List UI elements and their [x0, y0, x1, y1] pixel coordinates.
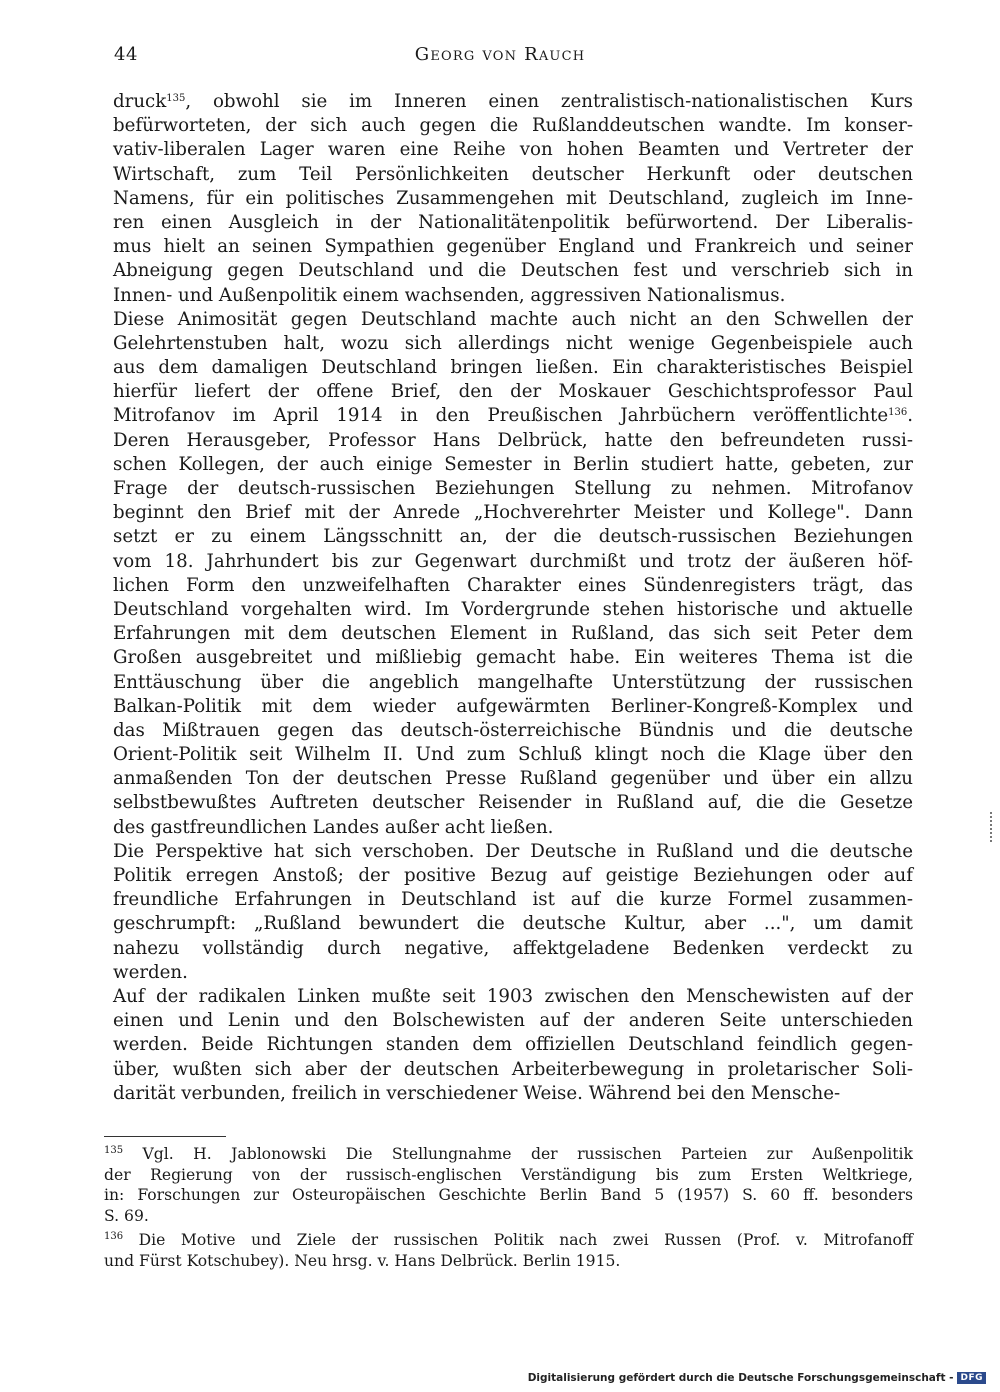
text-line: Deren Herausgeber, Professor Hans Delbrück, hatte den befreundeten russi- — [113, 429, 913, 451]
text-line: geschrumpft: „Rußland bewundert die deutsche Kultur, aber ...", um damit — [113, 913, 913, 935]
dfg-logo: DFG — [957, 1372, 986, 1384]
text-line: Mitrofanov im April 1914 in den Preußischen Jahrbüchern veröffentlichte$^{136}$. — [113, 405, 913, 427]
text-line: Erfahrungen mit dem deutschen Element in Rußland, das sich seit Peter dem — [113, 623, 913, 645]
footnotes — [104, 1144, 913, 1276]
text-line: anmaßenden Ton der deutschen Presse Rußland gegenüber und über ein allzu — [113, 768, 913, 790]
text-line: nahezu vollständig durch negative, affektgeladene Bedenken verdeckt zu — [113, 937, 913, 959]
text-line: Innen- und Außenpolitik einem wachsenden, aggressiven Nationalismus. — [113, 284, 786, 306]
text-line: aus dem damaligen Deutschland bringen ließen. Ein charakteristisches Beispiel — [113, 357, 913, 379]
paragraph — [113, 985, 913, 1106]
text-line: schen Kollegen, der auch einige Semester in Berlin studiert hatte, gebeten, zur — [113, 453, 913, 475]
text-line: ren einen Ausgleich in der Nationalitätenpolitik befürwortend. Der Liberalis- — [113, 211, 913, 233]
text-line: des gastfreundlichen Landes außer acht ließen. — [113, 816, 554, 838]
text-line: Großen ausgebreitet und mißliebig gemacht habe. Ein weiteres Thema ist die — [113, 647, 913, 669]
text-line: Frage der deutsch-russischen Beziehungen Stellung zu nehmen. Mitrofanov — [113, 478, 913, 499]
text-line: Enttäuschung über die angeblich mangelhafte Unterstützung der russischen — [113, 671, 913, 693]
text-line: mus hielt an seinen Sympathien gegenüber England und Frankreich und seiner — [113, 236, 913, 258]
running-head: Georg von Rauch — [414, 44, 586, 65]
text-line: Politik erregen Anstoß; der positive Bezug auf geistige Beziehungen oder auf — [113, 865, 913, 886]
body-text — [113, 90, 913, 1106]
paragraph — [113, 90, 913, 308]
text-line: Abneigung gegen Deutschland und die Deutschen fest und verschrieb sich in — [113, 260, 913, 282]
funding-notice — [528, 1372, 986, 1384]
page-number: 44 — [114, 44, 138, 65]
paragraph — [113, 308, 913, 840]
text-line: darität verbunden, freilich in verschiedener Weise. Während bei den Mensche- — [113, 1082, 841, 1104]
margin-mark — [990, 812, 994, 842]
text-line: Namens, für ein politisches Zusammengehen mit Deutschland, zugleich im Inne- — [113, 187, 913, 209]
text-line: beginnt den Brief mit der Anrede „Hochverehrter Meister und Kollege". Dann — [113, 502, 913, 524]
text-line: Deutschland vorgehalten wird. Im Vordergrunde stehen historische und aktuelle — [113, 598, 913, 620]
text-line: Die Perspektive hat sich verschoben. Der Deutsche in Rußland und die deutsche — [113, 840, 913, 862]
footnote-line: $^{135}$ Vgl. H. Jablonowski Die Stellungnahme der russischen Parteien zur Außenpolitik — [104, 1145, 913, 1163]
text-line: werden. — [113, 961, 188, 983]
footnote — [104, 1144, 913, 1226]
text-line: vom 18. Jahrhundert bis zur Gegenwart durchmißt und trotz der äußeren höf- — [113, 550, 913, 572]
text-line: Balkan-Politik mit dem wieder aufgewärmten Berliner-Kongreß-Komplex und — [113, 695, 913, 717]
text-line: einen und Lenin und den Bolschewisten auf der anderen Seite unterschieden — [113, 1010, 913, 1032]
text-line: lichen Form den unzweifelhaften Charakter eines Sündenregisters trägt, das — [113, 574, 913, 596]
text-line: das Mißtrauen gegen das deutsch-österreichische Bündnis und die deutsche — [113, 719, 913, 741]
text-line: über, wußten sich aber der deutschen Arbeiterbewegung in proletarischer Soli- — [113, 1058, 913, 1080]
footnote-line: und Fürst Kotschubey). Neu hrsg. v. Hans Delbrück. Berlin 1915. — [104, 1251, 621, 1270]
text-line: Diese Animosität gegen Deutschland machte auch nicht an den Schwellen der — [113, 308, 913, 330]
text-line: befürworteten, der sich auch gegen die Rußlanddeutschen wandte. Im konser- — [113, 115, 913, 137]
footnote-line: S. 69. — [104, 1206, 149, 1225]
text-line: Wirtschaft, zum Teil Persönlichkeiten deutscher Herkunft oder deutschen — [113, 163, 913, 185]
footnote-line: $^{136}$ Die Motive und Ziele der russischen Politik nach zwei Russen (Prof. v. Mitrofanoff — [104, 1231, 913, 1250]
footnote — [104, 1230, 913, 1271]
text-line: werden. Beide Richtungen standen dem offiziellen Deutschland feindlich gegen- — [113, 1034, 913, 1056]
footnote-line: in: Forschungen zur Osteuropäischen Geschichte Berlin Band 5 (1957) S. 60 ff. besonders — [104, 1186, 913, 1205]
footnote-divider — [104, 1136, 226, 1137]
text-line: freundliche Erfahrungen in Deutschland ist auf die kurze Formel zusammen- — [113, 889, 913, 911]
paragraph — [113, 840, 913, 985]
text-line: selbstbewußtes Auftreten deutscher Reisender in Rußland auf, die die Gesetze — [113, 792, 913, 814]
text-line: Orient-Politik seit Wilhelm II. Und zum Schluß klingt noch die Klage über den — [113, 744, 913, 766]
text-line: vativ-liberalen Lager waren eine Reihe von hohen Beamten und Vertreter der — [113, 139, 913, 161]
text-line: setzt er zu einem Längsschnitt an, der die deutsch-russischen Beziehungen — [113, 526, 913, 548]
text-line: hierfür liefert der offene Brief, den der Moskauer Geschichtsprofessor Paul — [113, 381, 913, 403]
text-line: Gelehrtenstuben halt, wozu sich allerdings nicht wenige Gegenbeispiele auch — [113, 332, 913, 354]
text-line: druck$^{135}$, obwohl sie im Inneren einen zentralistisch-nationalistischen Kurs — [113, 91, 913, 112]
funding-notice-text: Digitalisierung gefördert durch die Deutsche Forschungsgemeinschaft - — [527, 1372, 954, 1384]
text-line: Auf der radikalen Linken mußte seit 1903 zwischen den Menschewisten auf der — [113, 985, 913, 1007]
footnote-line: der Regierung von der russisch-englischen Verständigung bis zum Ersten Weltkriege, — [104, 1165, 913, 1184]
